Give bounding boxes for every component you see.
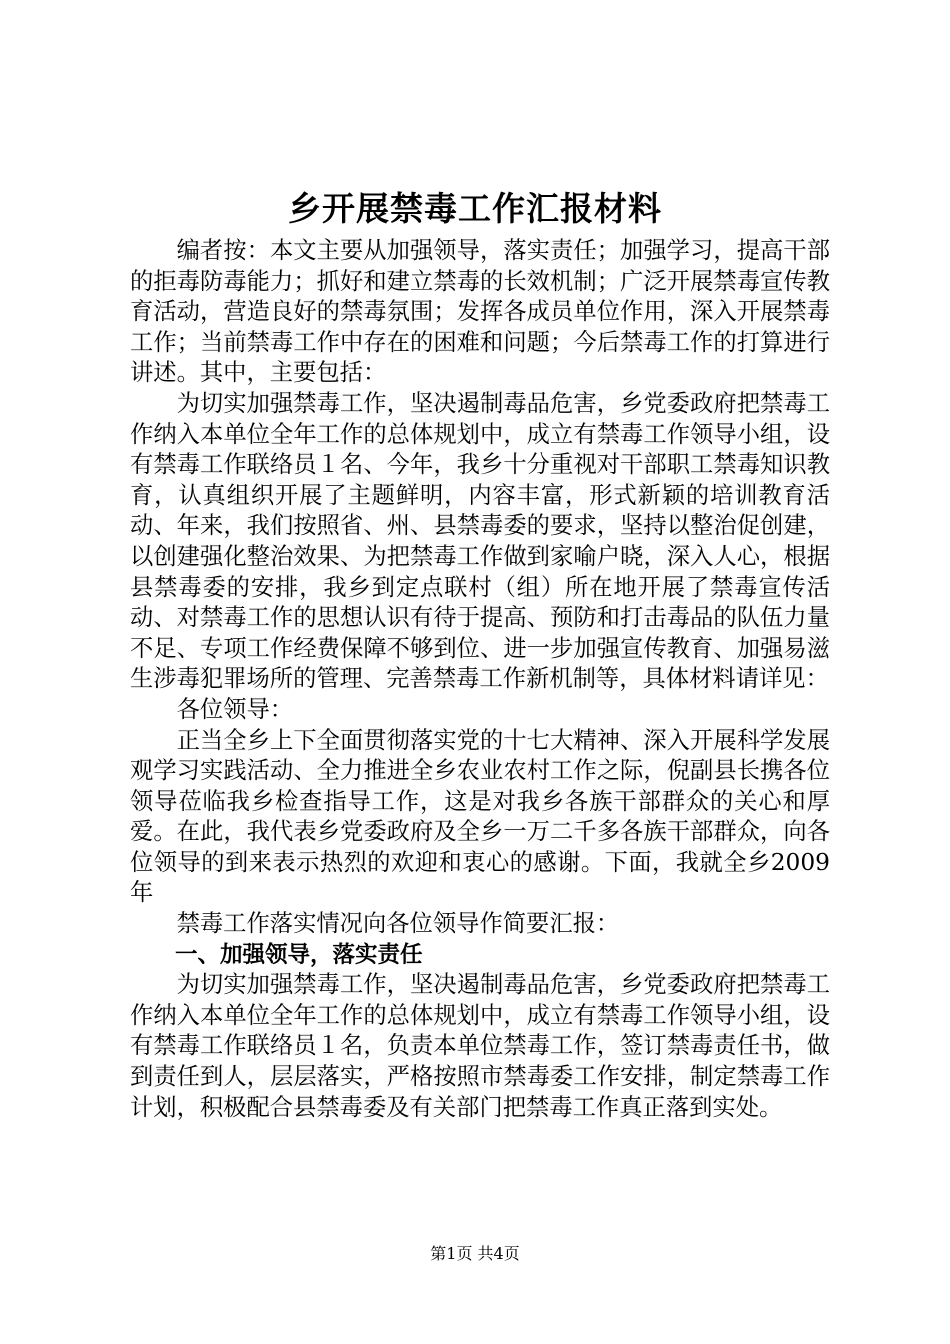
page-footer: 第1页 共4页 [430,1244,520,1263]
section-heading: 一、加强领导，落实责任 [175,941,423,968]
document-body [130,236,830,1123]
document-title: 乡开展禁毒工作汇报材料 [288,189,662,228]
section-paragraph: 为切实加强禁毒工作，坚决遏制毒品危害，乡党委政府把禁毒工作纳入本单位全年工作的总体规划中，成立有禁毒工作领导小组，设有禁毒工作联络员１名，负责本单位禁毒工作，签订禁毒责任书，做到责任到人，层层落实，严格按照市禁毒委工作安排，制定禁毒工作计划，积极配合县禁毒委及有关部门把禁毒工作真正落到实处。 [130,971,830,1121]
salutation-paragraph: 各位领导： [176,695,294,723]
editor-note-paragraph: 编者按：本文主要从加强领导，落实责任；加强学习，提高干部的拒毒防毒能力；抓好和建立禁毒的长效机制；广泛开展禁毒宣传教育活动，营造良好的禁毒氛围；发挥各成员单位作用，深入开展禁毒工作；当前禁毒工作中存在的困难和问题；今后禁毒工作的打算进行讲述。其中，主要包括： [130,237,830,387]
summary-paragraph: 为切实加强禁毒工作，坚决遏制毒品危害，乡党委政府把禁毒工作纳入本单位全年工作的总体规划中，成立有禁毒工作领导小组，设有禁毒工作联络员１名、今年，我乡十分重视对干部职工禁毒知识教育，认真组织开展了主题鲜明，内容丰富，形式新颖的培训教育活动、年来，我们按照省、州、县禁毒委的要求，坚持以整治促创建，以创建强化整治效果、为把禁毒工作做到家喻户晓，深入人心，根据县禁毒委的安排，我乡到定点联村（组）所在地开展了禁毒宣传活动、对禁毒工作的思想认识有待于提高、预防和打击毒品的队伍力量不足、专项工作经费保障不够到位、进一步加强宣传教育、加强易滋生涉毒犯罪场所的管理、完善禁毒工作新机制等，具体材料请详见： [130,389,830,693]
report-intro-paragraph: 禁毒工作落实情况向各位领导作简要汇报： [176,910,620,938]
opening-paragraph: 正当全乡上下全面贯彻落实党的十七大精神、深入开展科学发展观学习实践活动、全力推进全乡农业农村工作之际，倪副县长携各位领导莅临我乡检查指导工作，这是对我乡各族干部群众的关心和厚爱。在此，我代表乡党委政府及全乡一万二千多各族干部群众，向各位领导的到来表示热烈的欢迎和衷心的感谢。下面，我就全乡2009年 [130,726,830,907]
